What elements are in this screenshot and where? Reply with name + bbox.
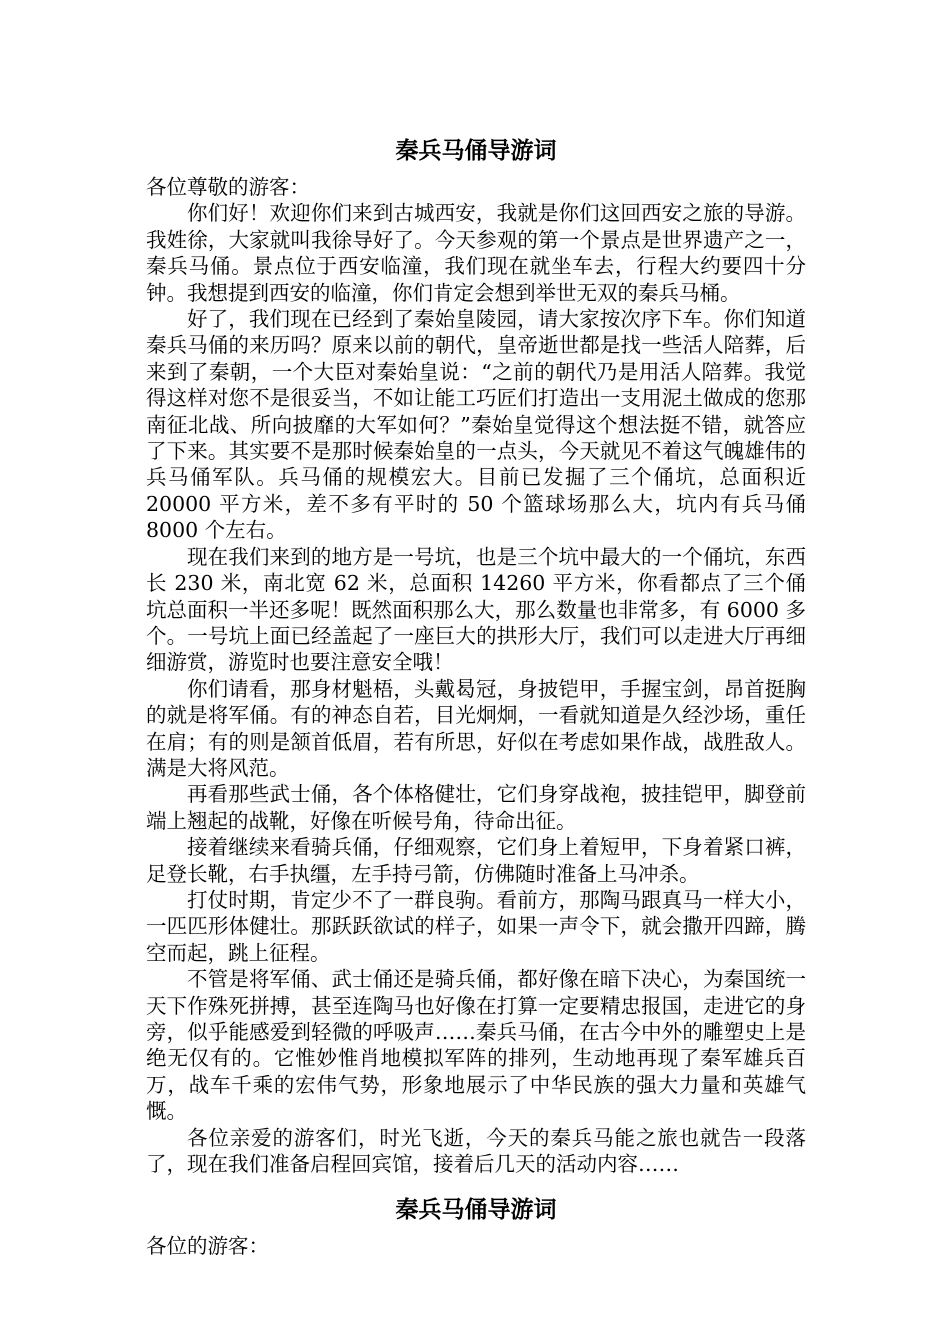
paragraph-9: 各位亲爱的游客们，时光飞逝，今天的秦兵马能之旅也就告一段落了，现在我们准备启程回宾馆，接着后几天的活动内容…… <box>146 1125 806 1177</box>
paragraph-4: 你们请看，那身材魁梧，头戴曷冠，身披铠甲，手握宝剑，昂首挺胸的就是将军俑。有的神态自若，目光炯炯，一看就知道是久经沙场，重任在肩；有的则是颔首低眉，若有所思，好似在考虑如果作战，战胜敌人。满是大将风范。 <box>146 676 806 780</box>
second-document-title: 秦兵马俑导游词 <box>395 1196 557 1224</box>
paragraph-1: 你们好！欢迎你们来到古城西安，我就是你们这回西安之旅的导游。我姓徐，大家就叫我徐导好了。今天参观的第一个景点是世界遗产之一，秦兵马俑。景点位于西安临潼，我们现在就坐车去，行程大约要四十分钟。我想提到西安的临潼，你们肯定会想到举世无双的秦兵马桶。 <box>146 201 806 305</box>
paragraph-8: 不管是将军俑、武士俑还是骑兵俑，都好像在暗下决心，为秦国统一天下作殊死拼搏，甚至连陶马也好像在打算一定要精忠报国，走进它的身旁，似乎能感爱到轻微的呼吸声……秦兵马俑，在古今中外的雕塑史上是绝无仅有的。它惟妙惟肖地模拟军阵的排列，生动地再现了秦军雄兵百万，战车千乘的宏伟气势，形象地展示了中华民族的强大力量和英雄气慨。 <box>146 967 806 1124</box>
second-greeting: 各位的游客： <box>146 1234 269 1259</box>
document-page <box>146 132 806 1260</box>
paragraph-3: 现在我们来到的地方是一号坑，也是三个坑中最大的一个俑坑，东西长 230 米，南北宽 62 米，总面积 14260 平方米，你看都点了三个俑坑总面积一半还多呢！既然面积那么大，那么数量也非常多，有 6000 多个。一号坑上面已经盖起了一座巨大的拱形大厅，我们可以走进大厅再细细游赏，游览时也要注意安全哦！ <box>146 544 806 675</box>
document-title: 秦兵马俑导游词 <box>395 137 557 164</box>
paragraph-2: 好了，我们现在已经到了秦始皇陵园，请大家按次序下车。你们知道秦兵马俑的来历吗？原来以前的朝代，皇帝逝世都是找一些活人陪葬，后来到了秦朝，一个大臣对秦始皇说：“之前的朝代乃是用活人陪葬。我觉得这样对您不是很妥当，不如让能工巧匠们打造出一支用泥土做成的您那南征北战、所向披靡的大军如何？”秦始皇觉得这个想法挺不错，就答应了下来。其实要不是那时候秦始皇的一点头，今天就见不着这气魄雄伟的兵马俑军队。兵马俑的规模宏大。目前已发掘了三个俑坑，总面积近 20000 平方米，差不多有平时的 50 个篮球场那么大，坑内有兵马俑 8000 个左右。 <box>146 307 806 543</box>
greeting: 各位尊敬的游客： <box>146 175 310 199</box>
paragraph-6: 接着继续来看骑兵俑，仔细观察，它们身上着短甲，下身着紧口裤，足登长靴，右手执缰，左手持弓箭，仿佛随时准备上马冲杀。 <box>146 835 806 886</box>
paragraph-7: 打仗时期，肯定少不了一群良驹。看前方，那陶马跟真马一样大小，一匹匹形体健壮。那跃跃欲试的样子，如果一声令下，就会撒开四蹄，腾空而起，跳上征程。 <box>146 887 806 965</box>
paragraph-5: 再看那些武士俑，各个体格健壮，它们身穿战袍，披挂铠甲，脚登前端上翘起的战靴，好像在听候号角，待命出征。 <box>146 782 806 833</box>
